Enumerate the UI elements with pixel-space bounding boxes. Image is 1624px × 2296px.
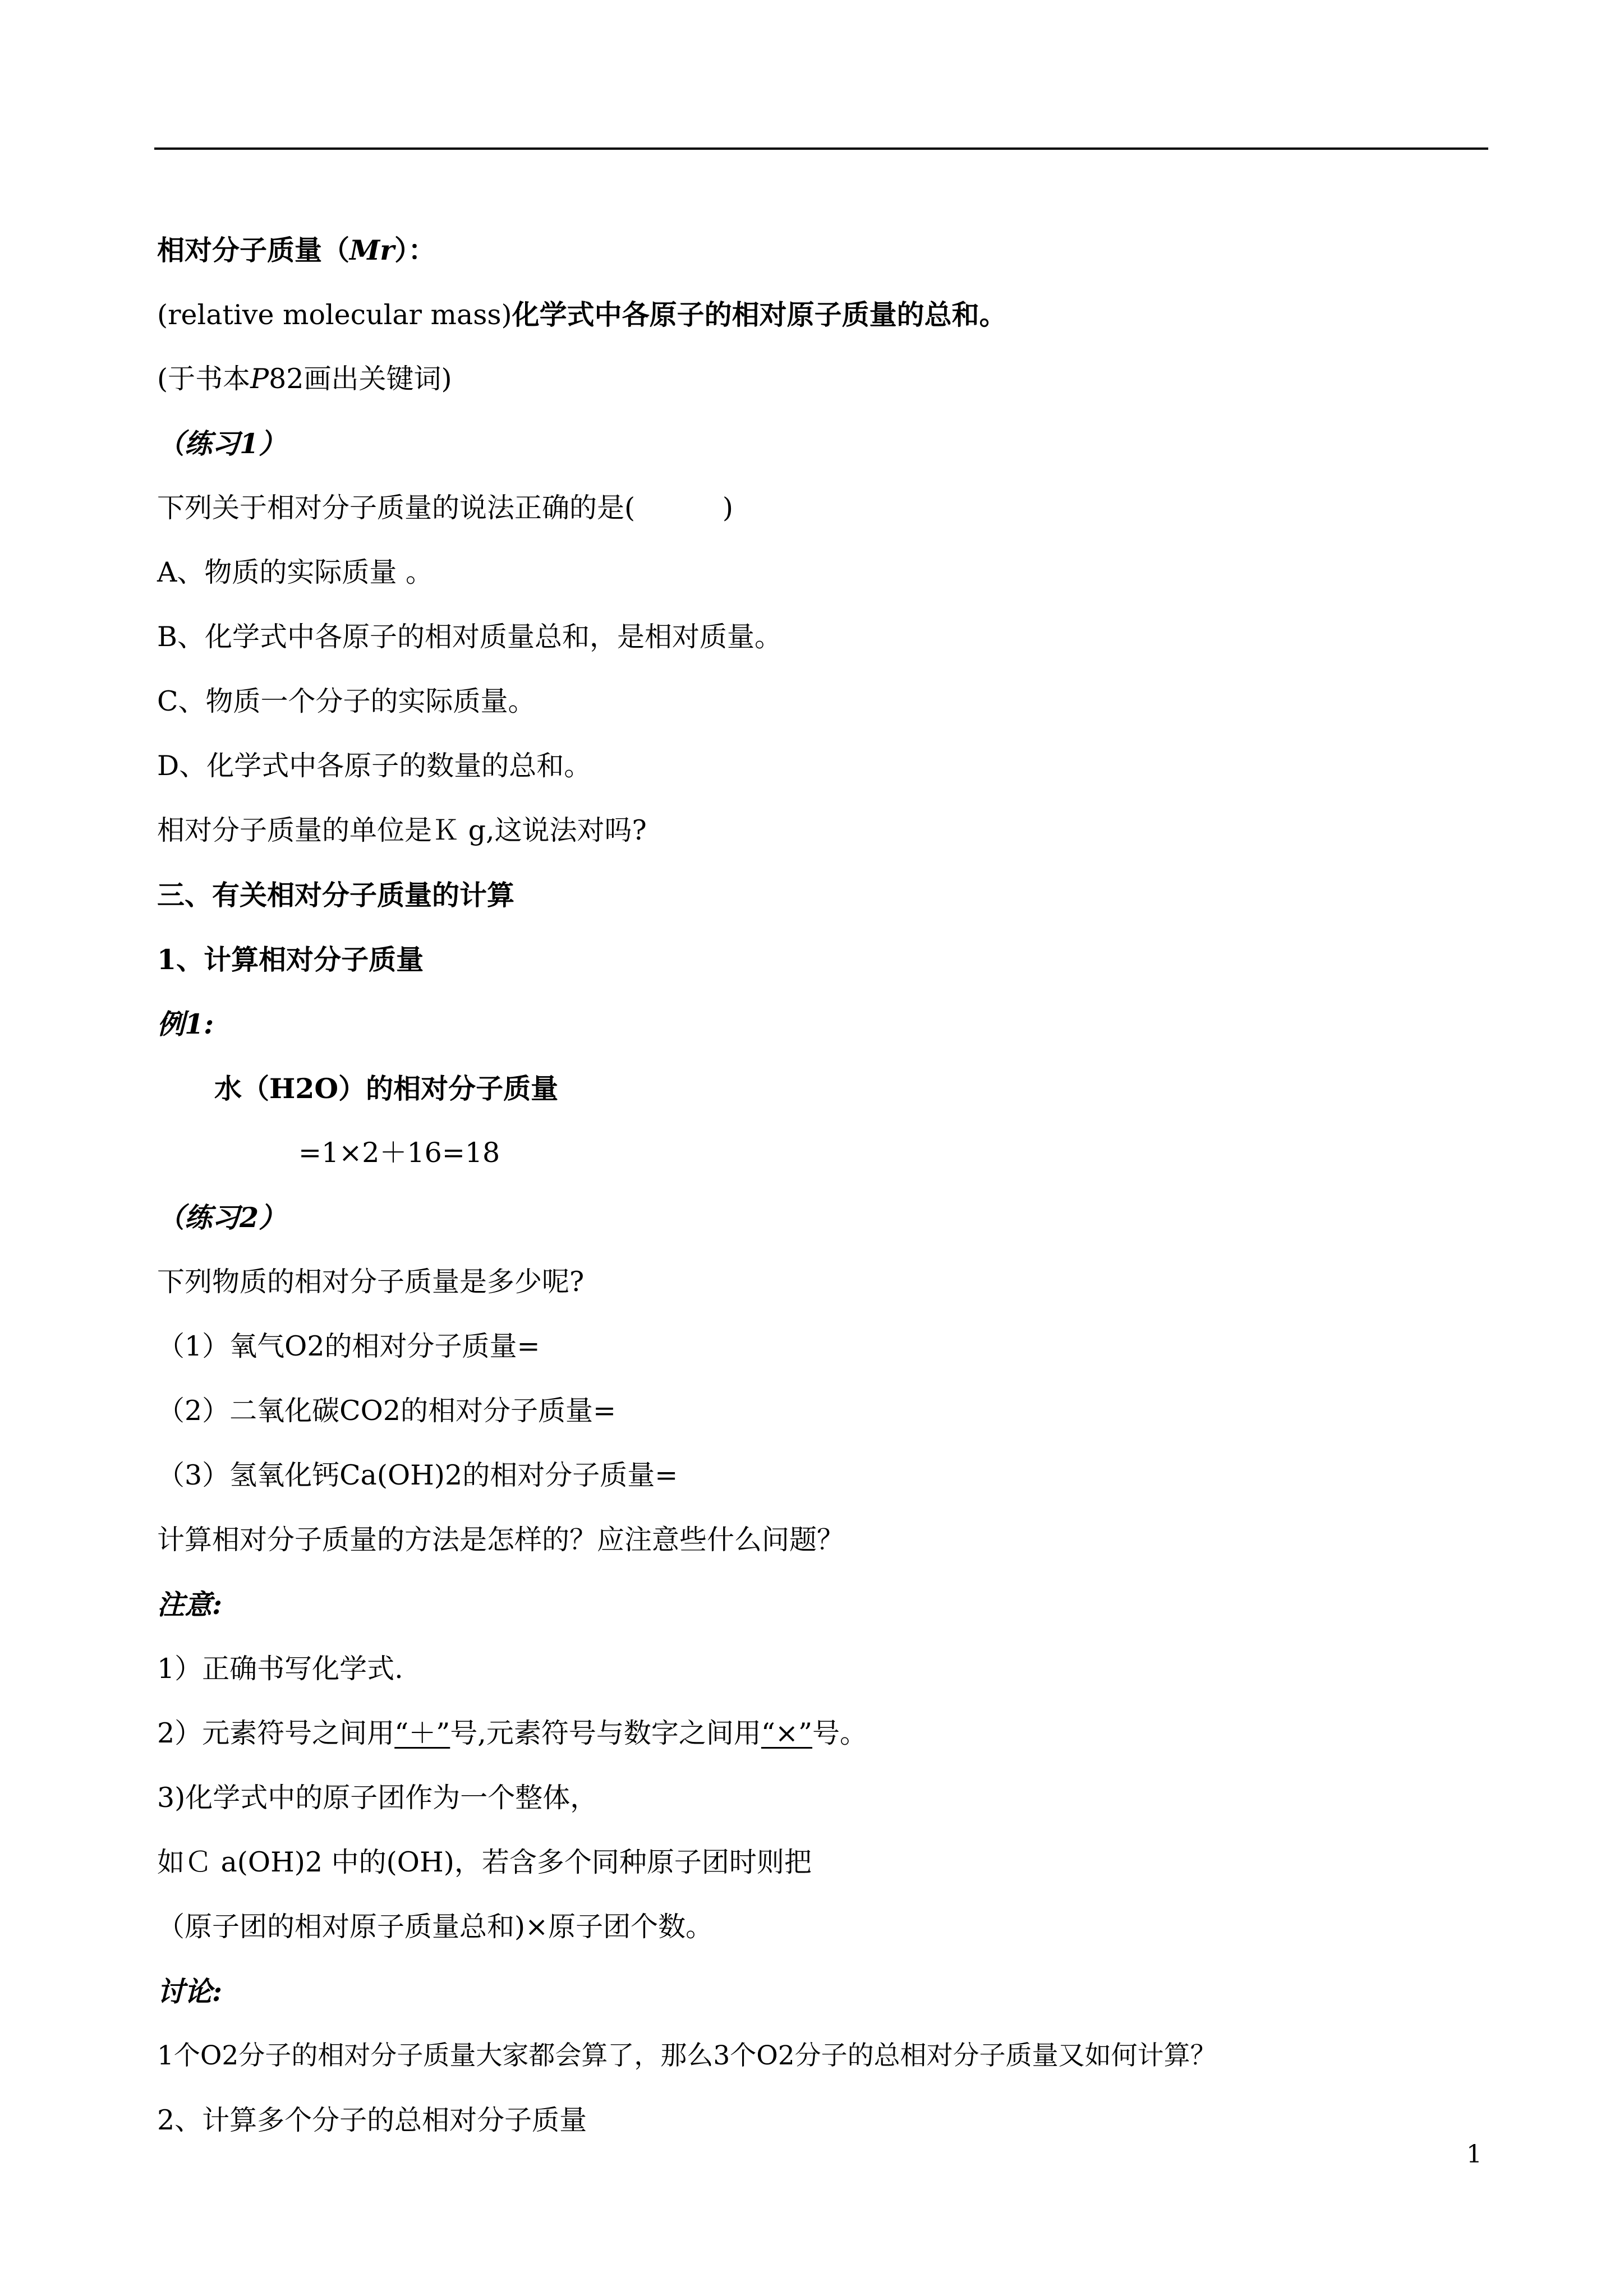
exercise1-option-a: A、物质的实际质量 。 — [157, 556, 433, 588]
exercise1-option-c: C、物质一个分子的实际质量。 — [157, 685, 536, 717]
exercise1-followup: 相对分子质量的单位是Ｋ g,这说法对吗? — [157, 814, 647, 846]
exercise2-heading: （练习2） — [157, 1201, 287, 1234]
section3-sub2: 2、计算多个分子的总相对分子质量 — [157, 2104, 587, 2136]
section3-heading: 三、有关相对分子质量的计算 — [157, 879, 515, 911]
exercise2-item-1: （1）氧气O2的相对分子质量= — [157, 1330, 540, 1362]
textbook-note: (于书本P82画出关键词) — [157, 363, 452, 395]
english-term: (relative molecular mass) — [157, 299, 512, 331]
note-1: 1）正确书写化学式. — [157, 1653, 403, 1685]
exercise2-item-2: （2）二氧化碳CO2的相对分子质量= — [157, 1395, 617, 1427]
definition-title: 相对分子质量（Mr）： — [157, 234, 436, 266]
note-3-rule: （原子团的相对原子质量总和)×原子团个数。 — [157, 1911, 714, 1943]
note-3-example: 如Ｃ a(OH)2 中的(OH)，若含多个同种原子团时则把 — [157, 1846, 812, 1878]
method-question: 计算相对分子质量的方法是怎样的？应注意些什么问题？ — [157, 1524, 845, 1556]
exercise1-option-d: D、化学式中各原子的数量的总和。 — [157, 750, 592, 782]
note-3: 3)化学式中的原子团作为一个整体， — [157, 1782, 598, 1814]
notes-heading: 注意: — [157, 1588, 223, 1621]
exercise1-option-b: B、化学式中各原子的相对质量总和，是相对质量。 — [157, 621, 783, 653]
example1-line1: 水（H2O）的相对分子质量 — [214, 1072, 559, 1105]
definition-body: 化学式中各原子的相对原子质量的总和。 — [512, 298, 1007, 331]
discussion-question: 1个O2分子的相对分子质量大家都会算了，那么3个O2分子的总相对分子质量又如何计算？ — [157, 2040, 1217, 2071]
note-2: 2）元素符号之间用“＋”号,元素符号与数字之间用“×”号。 — [157, 1717, 868, 1749]
header-rule — [154, 147, 1488, 150]
plus-sign-underlined: “＋” — [394, 1717, 450, 1749]
exercise2-question: 下列物质的相对分子质量是多少呢? — [157, 1266, 585, 1298]
discussion-heading: 讨论: — [157, 1975, 223, 2008]
example1-label: 例1: — [157, 1008, 214, 1040]
mr-abbreviation: Mr — [349, 234, 395, 266]
times-sign-underlined: “×” — [761, 1717, 813, 1749]
section3-sub1: 1、计算相对分子质量 — [157, 943, 424, 976]
page-number: 1 — [1466, 2140, 1482, 2169]
definition-text — [157, 297, 1007, 333]
exercise1-question: 下列关于相对分子质量的说法正确的是( ) — [157, 492, 733, 524]
exercise1-heading: （练习1） — [157, 427, 287, 460]
example1-line2: =1×2＋16=18 — [298, 1137, 500, 1169]
exercise2-item-3: （3）氢氧化钙Ca(OH)2的相对分子质量= — [157, 1459, 678, 1491]
